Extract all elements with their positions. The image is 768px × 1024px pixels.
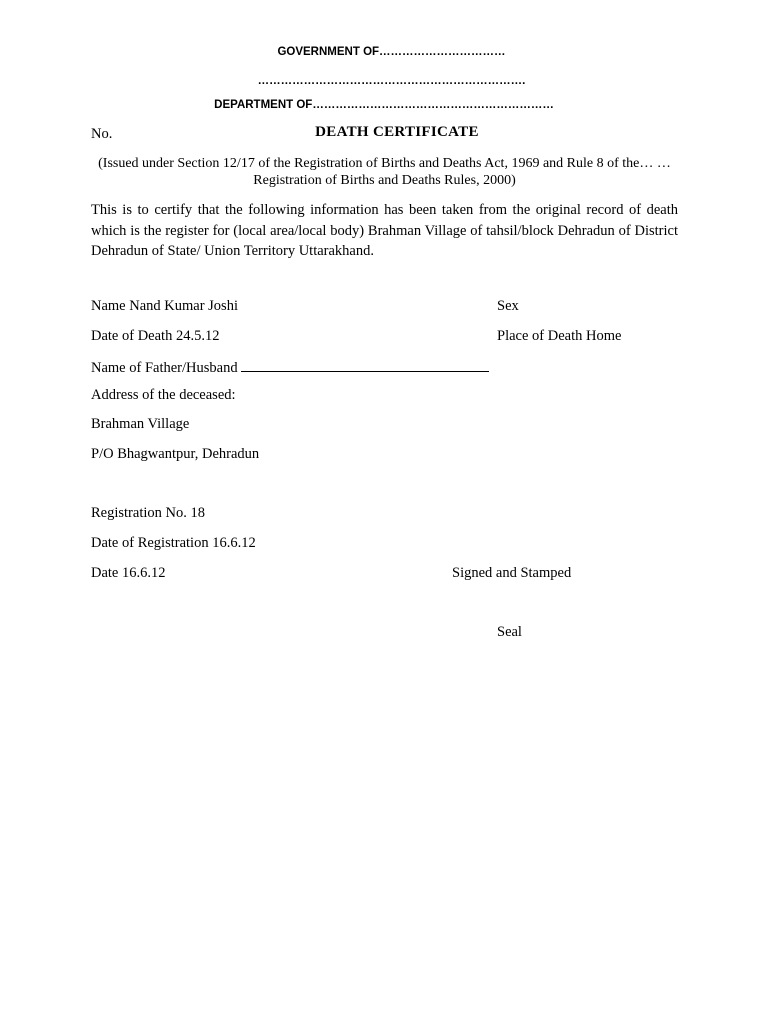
address-label: Address of the deceased: <box>91 387 236 403</box>
government-header: GOVERNMENT OF…………………………… <box>277 46 506 58</box>
certificate-number-label: No. <box>91 126 113 142</box>
father-husband-label: Name of Father/Husband <box>91 360 238 376</box>
issue-date: Date 16.6.12 <box>91 565 166 581</box>
date-of-death: Date of Death 24.5.12 <box>91 328 220 344</box>
father-husband-field <box>91 357 489 377</box>
signed-and-stamped: Signed and Stamped <box>452 565 572 581</box>
father-husband-blank-line <box>241 357 489 372</box>
issued-under-line-1: (Issued under Section 12/17 of the Registration of Births and Deaths Act, 1969 and Rule 8 of the… … <box>98 156 671 171</box>
certificate-title: DEATH CERTIFICATE <box>315 124 479 140</box>
certification-statement: This is to certify that the following information has been taken from the original record of death which is the register for (local area/local body) Brahman Village of tahsil/block Dehradun of District Dehradun of State/ Union Territory Uttarakhand. <box>91 202 678 259</box>
registration-number: Registration No. 18 <box>91 505 205 521</box>
place-of-death: Place of Death Home <box>497 328 622 344</box>
seal-label: Seal <box>497 624 522 640</box>
deceased-name: Name Nand Kumar Joshi <box>91 298 238 314</box>
dotted-line-header: ……………………………………………………………. <box>257 75 526 87</box>
date-of-registration: Date of Registration 16.6.12 <box>91 535 256 551</box>
issued-under-line-2: Registration of Births and Deaths Rules, 2000) <box>253 173 516 188</box>
address-line-2: P/O Bhagwantpur, Dehradun <box>91 446 260 462</box>
issued-under-note <box>91 155 678 189</box>
sex-label: Sex <box>497 298 519 314</box>
address-line-1: Brahman Village <box>91 416 190 432</box>
department-header: DEPARTMENT OF……………………………………………………… <box>214 99 554 111</box>
